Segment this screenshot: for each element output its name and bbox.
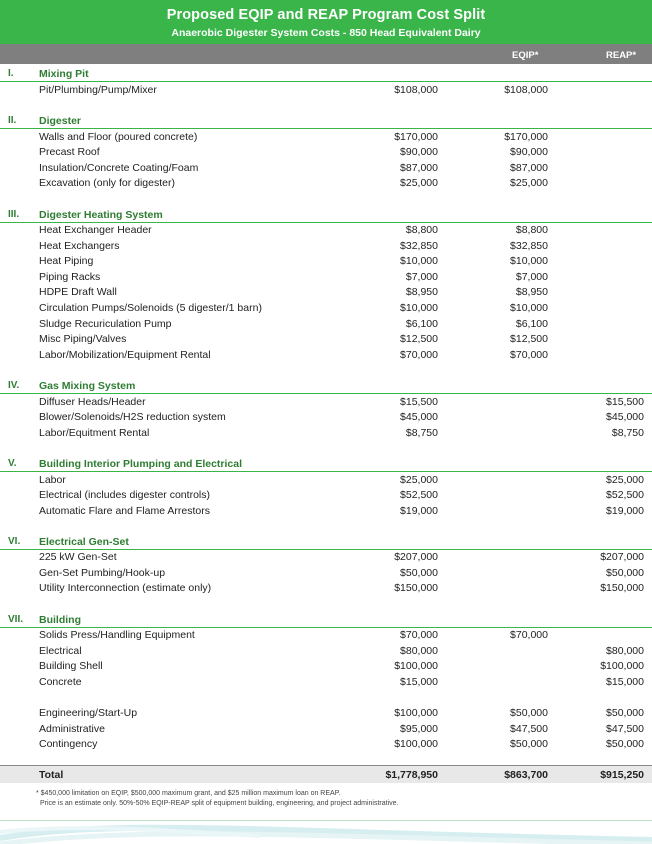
total-cost-cell: $90,000	[400, 146, 438, 158]
column-header-eqip: EQIP*	[512, 50, 539, 61]
row-label: Walls and Floor (poured concrete)	[39, 131, 198, 143]
table-row	[0, 659, 652, 675]
eqip-cost-cell: $170,000	[504, 131, 548, 143]
total-cost-cell: $70,000	[400, 349, 438, 361]
decorative-swirl-graphic	[0, 814, 652, 844]
eqip-cost-cell: $47,500	[510, 723, 548, 735]
row-label: Heat Exchanger Header	[39, 224, 152, 236]
row-label: Electrical	[39, 645, 82, 657]
row-label: Administrative	[39, 723, 105, 735]
total-cost-cell: $50,000	[400, 567, 438, 579]
reap-cost-cell: $8,750	[611, 427, 644, 439]
row-label: Labor	[39, 474, 66, 486]
table-row	[0, 332, 652, 348]
reap-cost-cell: $25,000	[606, 474, 644, 486]
table-row	[0, 581, 652, 597]
eqip-cost-cell: $7,000	[515, 271, 548, 283]
row-label: Piping Racks	[39, 271, 101, 283]
section-title: Mixing Pit	[39, 68, 89, 80]
total-cost-cell: $25,000	[400, 177, 438, 189]
section-number: IV.	[8, 380, 20, 391]
column-header-reap: REAP*	[606, 50, 637, 61]
row-label: Misc Piping/Valves	[39, 333, 127, 345]
eqip-cost-cell: $50,000	[510, 707, 548, 719]
table-row	[0, 566, 652, 582]
table-row	[0, 675, 652, 691]
row-label: Precast Roof	[39, 146, 100, 158]
eqip-cost-cell: $863,700	[504, 769, 548, 781]
row-label: HDPE Draft Wall	[39, 286, 117, 298]
reap-cost-cell: $15,500	[606, 396, 644, 408]
table-row	[0, 628, 652, 644]
table-row	[0, 254, 652, 270]
row-label: Gen-Set Pumbing/Hook-up	[39, 567, 166, 579]
reap-cost-cell: $52,500	[606, 489, 644, 501]
eqip-cost-cell: $90,000	[510, 146, 548, 158]
eqip-cost-cell: $87,000	[510, 162, 548, 174]
reap-cost-cell: $50,000	[606, 707, 644, 719]
table-row	[0, 130, 652, 146]
row-label: Excavation (only for digester)	[39, 177, 175, 189]
row-label: Utility Interconnection (estimate only)	[39, 582, 212, 594]
table-row	[0, 395, 652, 411]
total-cost-cell: $10,000	[400, 255, 438, 267]
eqip-cost-cell: $50,000	[510, 738, 548, 750]
table-row	[0, 737, 652, 753]
total-cost-cell: $52,500	[400, 489, 438, 501]
row-label: Blower/Solenoids/H2S reduction system	[39, 411, 226, 423]
row-label: Insulation/Concrete Coating/Foam	[39, 162, 199, 174]
table-row	[0, 223, 652, 239]
total-cost-cell: $15,500	[400, 396, 438, 408]
row-label: Building Shell	[39, 660, 103, 672]
section-title: Electrical Gen-Set	[39, 536, 129, 548]
table-row	[0, 410, 652, 426]
reap-cost-cell: $47,500	[606, 723, 644, 735]
page-subtitle: Anaerobic Digester System Costs - 850 Head Equivalent Dairy	[171, 27, 481, 39]
total-cost-cell: $15,000	[400, 676, 438, 688]
reap-cost-cell: $915,250	[600, 769, 644, 781]
row-label: Concrete	[39, 676, 82, 688]
eqip-cost-cell: $8,800	[515, 224, 548, 236]
section-title: Building	[39, 614, 81, 626]
total-cost-cell: $45,000	[400, 411, 438, 423]
eqip-cost-cell: $108,000	[504, 84, 548, 96]
row-label: Engineering/Start-Up	[39, 707, 138, 719]
eqip-cost-cell: $8,950	[515, 286, 548, 298]
table-row	[0, 644, 652, 660]
total-cost-cell: $100,000	[394, 738, 438, 750]
row-label: Solids Press/Handling Equipment	[39, 629, 195, 641]
section-number: V.	[8, 458, 17, 469]
section-number: VII.	[8, 614, 24, 625]
total-cost-cell: $1,778,950	[385, 769, 438, 781]
total-cost-cell: $207,000	[394, 551, 438, 563]
eqip-cost-cell: $70,000	[510, 349, 548, 361]
footnote-2: Price is an estimate only. 50%-50% EQIP-REAP split of equipment building, engineering, and project administrative.	[40, 800, 399, 807]
section-title: Gas Mixing System	[39, 380, 136, 392]
table-row	[0, 301, 652, 317]
reap-cost-cell: $15,000	[606, 676, 644, 688]
reap-cost-cell: $19,000	[606, 505, 644, 517]
eqip-cost-cell: $10,000	[510, 302, 548, 314]
total-cost-cell: $8,950	[405, 286, 438, 298]
reap-cost-cell: $100,000	[600, 660, 644, 672]
row-label: Sludge Recuriculation Pump	[39, 318, 172, 330]
row-label: Labor/Mobilization/Equipment Rental	[39, 349, 211, 361]
total-cost-cell: $7,000	[405, 271, 438, 283]
table-header	[0, 0, 652, 44]
eqip-cost-cell: $25,000	[510, 177, 548, 189]
total-cost-cell: $70,000	[400, 629, 438, 641]
total-cost-cell: $87,000	[400, 162, 438, 174]
reap-cost-cell: $45,000	[606, 411, 644, 423]
reap-cost-cell: $207,000	[600, 551, 644, 563]
reap-cost-cell: $80,000	[606, 645, 644, 657]
row-label: Circulation Pumps/Solenoids (5 digester/1 barn)	[39, 302, 262, 314]
table-row	[0, 348, 652, 364]
total-cost-cell: $95,000	[400, 723, 438, 735]
eqip-cost-cell: $12,500	[510, 333, 548, 345]
row-label: Heat Exchangers	[39, 240, 120, 252]
total-cost-cell: $10,000	[400, 302, 438, 314]
page-title: Proposed EQIP and REAP Program Cost Split	[166, 7, 486, 23]
row-label: Total	[39, 769, 64, 781]
table-row	[0, 285, 652, 301]
total-cost-cell: $100,000	[394, 707, 438, 719]
section-divider	[0, 81, 652, 82]
section-number: II.	[8, 115, 17, 126]
column-header-bar	[0, 44, 652, 64]
reap-cost-cell: $50,000	[606, 567, 644, 579]
section-divider	[0, 471, 652, 472]
table-row	[0, 722, 652, 738]
total-cost-cell: $100,000	[394, 660, 438, 672]
table-row	[0, 504, 652, 520]
total-cost-cell: $150,000	[394, 582, 438, 594]
total-cost-cell: $108,000	[394, 84, 438, 96]
total-cost-cell: $8,800	[405, 224, 438, 236]
total-cost-cell: $80,000	[400, 645, 438, 657]
table-row	[0, 270, 652, 286]
section-title: Building Interior Plumping and Electrical	[39, 458, 243, 470]
total-cost-cell: $6,100	[405, 318, 438, 330]
eqip-cost-cell: $6,100	[515, 318, 548, 330]
row-label: Labor/Equitment Rental	[39, 427, 150, 439]
reap-cost-cell: $50,000	[606, 738, 644, 750]
section-number: I.	[8, 68, 14, 79]
section-title: Digester Heating System	[39, 209, 163, 221]
table-row	[0, 426, 652, 442]
total-row	[0, 768, 652, 784]
row-label: Automatic Flare and Flame Arrestors	[39, 505, 210, 517]
row-label: Electrical (includes digester controls)	[39, 489, 210, 501]
row-label: 225 kW Gen-Set	[39, 551, 117, 563]
row-label: Contingency	[39, 738, 98, 750]
section-divider	[0, 128, 652, 129]
table-row	[0, 145, 652, 161]
total-cost-cell: $12,500	[400, 333, 438, 345]
eqip-cost-cell: $70,000	[510, 629, 548, 641]
total-cost-cell: $170,000	[394, 131, 438, 143]
section-title: Digester	[39, 115, 82, 127]
total-top-rule	[0, 765, 652, 766]
total-cost-cell: $32,850	[400, 240, 438, 252]
table-row	[0, 176, 652, 192]
table-row	[0, 239, 652, 255]
reap-cost-cell: $150,000	[600, 582, 644, 594]
total-cost-cell: $8,750	[405, 427, 438, 439]
section-number: III.	[8, 209, 20, 220]
row-label: Heat Piping	[39, 255, 94, 267]
row-label: Diffuser Heads/Header	[39, 396, 146, 408]
table-row	[0, 317, 652, 333]
table-row	[0, 473, 652, 489]
total-cost-cell: $25,000	[400, 474, 438, 486]
table-row	[0, 706, 652, 722]
footnote-1: * $450,000 limitation on EQIP, $500,000 maximum grant, and $25 million maximum loan on REAP.	[36, 790, 341, 797]
total-cost-cell: $19,000	[400, 505, 438, 517]
row-label: Pit/Plumbing/Pump/Mixer	[39, 84, 157, 96]
section-divider	[0, 393, 652, 394]
table-row	[0, 83, 652, 99]
eqip-cost-cell: $32,850	[510, 240, 548, 252]
table-row	[0, 550, 652, 566]
eqip-cost-cell: $10,000	[510, 255, 548, 267]
table-row	[0, 488, 652, 504]
section-number: VI.	[8, 536, 21, 547]
table-row	[0, 161, 652, 177]
